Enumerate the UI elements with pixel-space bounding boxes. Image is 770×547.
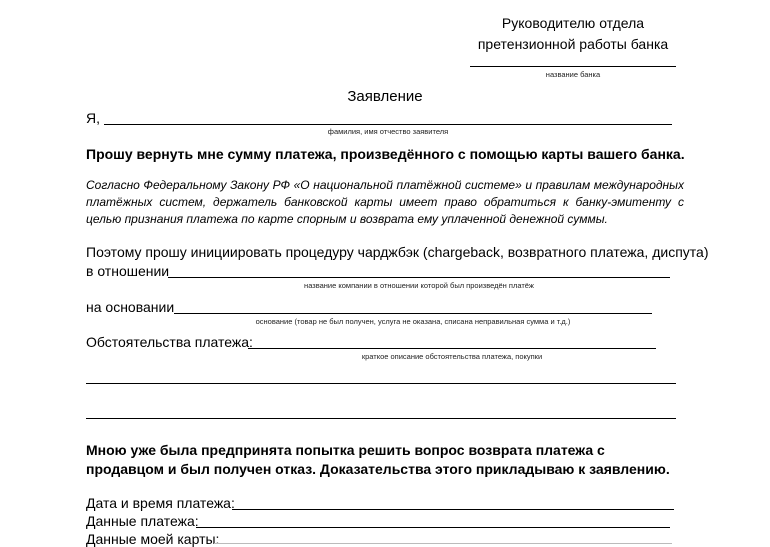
- circumstances-hint: краткое описание обстоятельства платежа, покупки: [361, 352, 543, 361]
- basis-field[interactable]: [174, 313, 652, 314]
- applicant-name-hint: фамилия, имя отчество заявителя: [327, 127, 449, 136]
- payment-datetime-label: Дата и время платежа:: [86, 495, 235, 511]
- refusal-paragraph: Мною уже была предпринята попытка решить вопрос возврата платежа с продавцом и был получен отказ. Доказательства этого прикладываю к заявлению.: [86, 442, 670, 477]
- payment-data-label: Данные платежа:: [86, 513, 199, 529]
- bank-name-hint: название банка: [545, 70, 601, 79]
- circumstances-extra-line-1[interactable]: [86, 383, 676, 384]
- basis-hint: основание (товар не был получен, услуга не оказана, списана неправильная сумма и т.д.): [255, 317, 571, 326]
- payment-datetime-field[interactable]: [232, 509, 674, 510]
- payment-data-field[interactable]: [196, 527, 670, 528]
- company-name-hint: название компании в отношении которой был произведён платёж: [304, 281, 534, 290]
- circumstances-field[interactable]: [248, 348, 656, 349]
- card-data-field[interactable]: [214, 543, 672, 544]
- circumstances-extra-line-2[interactable]: [86, 418, 676, 419]
- applicant-name-field[interactable]: [104, 124, 672, 125]
- chargeback-line: Поэтому прошу инициировать процедуру чарджбэк (chargeback, возвратного платежа, диспута): [86, 244, 709, 260]
- basis-label: на основании: [86, 299, 175, 315]
- recipient-line-1: Руководителю отдела: [501, 15, 645, 31]
- card-data-label: Данные моей карты:: [86, 531, 220, 547]
- regarding-label: в отношении: [86, 263, 170, 279]
- request-text: Прошу вернуть мне сумму платежа, произведённого с помощью карты вашего банка.: [86, 146, 685, 162]
- recipient-line-2: претензионной работы банка: [477, 36, 669, 52]
- law-paragraph: Согласно Федеральному Закону РФ «О национальной платёжной системе» и правилам международных платёжных систем, держатель банковской карты имеет право обратиться к банку-эмитенту с целью признания платежа по карте спорным и возврата ему уплаченной денежной суммы.: [86, 178, 684, 226]
- applicant-prefix: Я,: [86, 110, 100, 126]
- document-title: Заявление: [347, 88, 423, 105]
- circumstances-label: Обстоятельства платежа:: [86, 334, 253, 350]
- bank-name-field[interactable]: [470, 66, 676, 67]
- company-name-field[interactable]: [168, 277, 670, 278]
